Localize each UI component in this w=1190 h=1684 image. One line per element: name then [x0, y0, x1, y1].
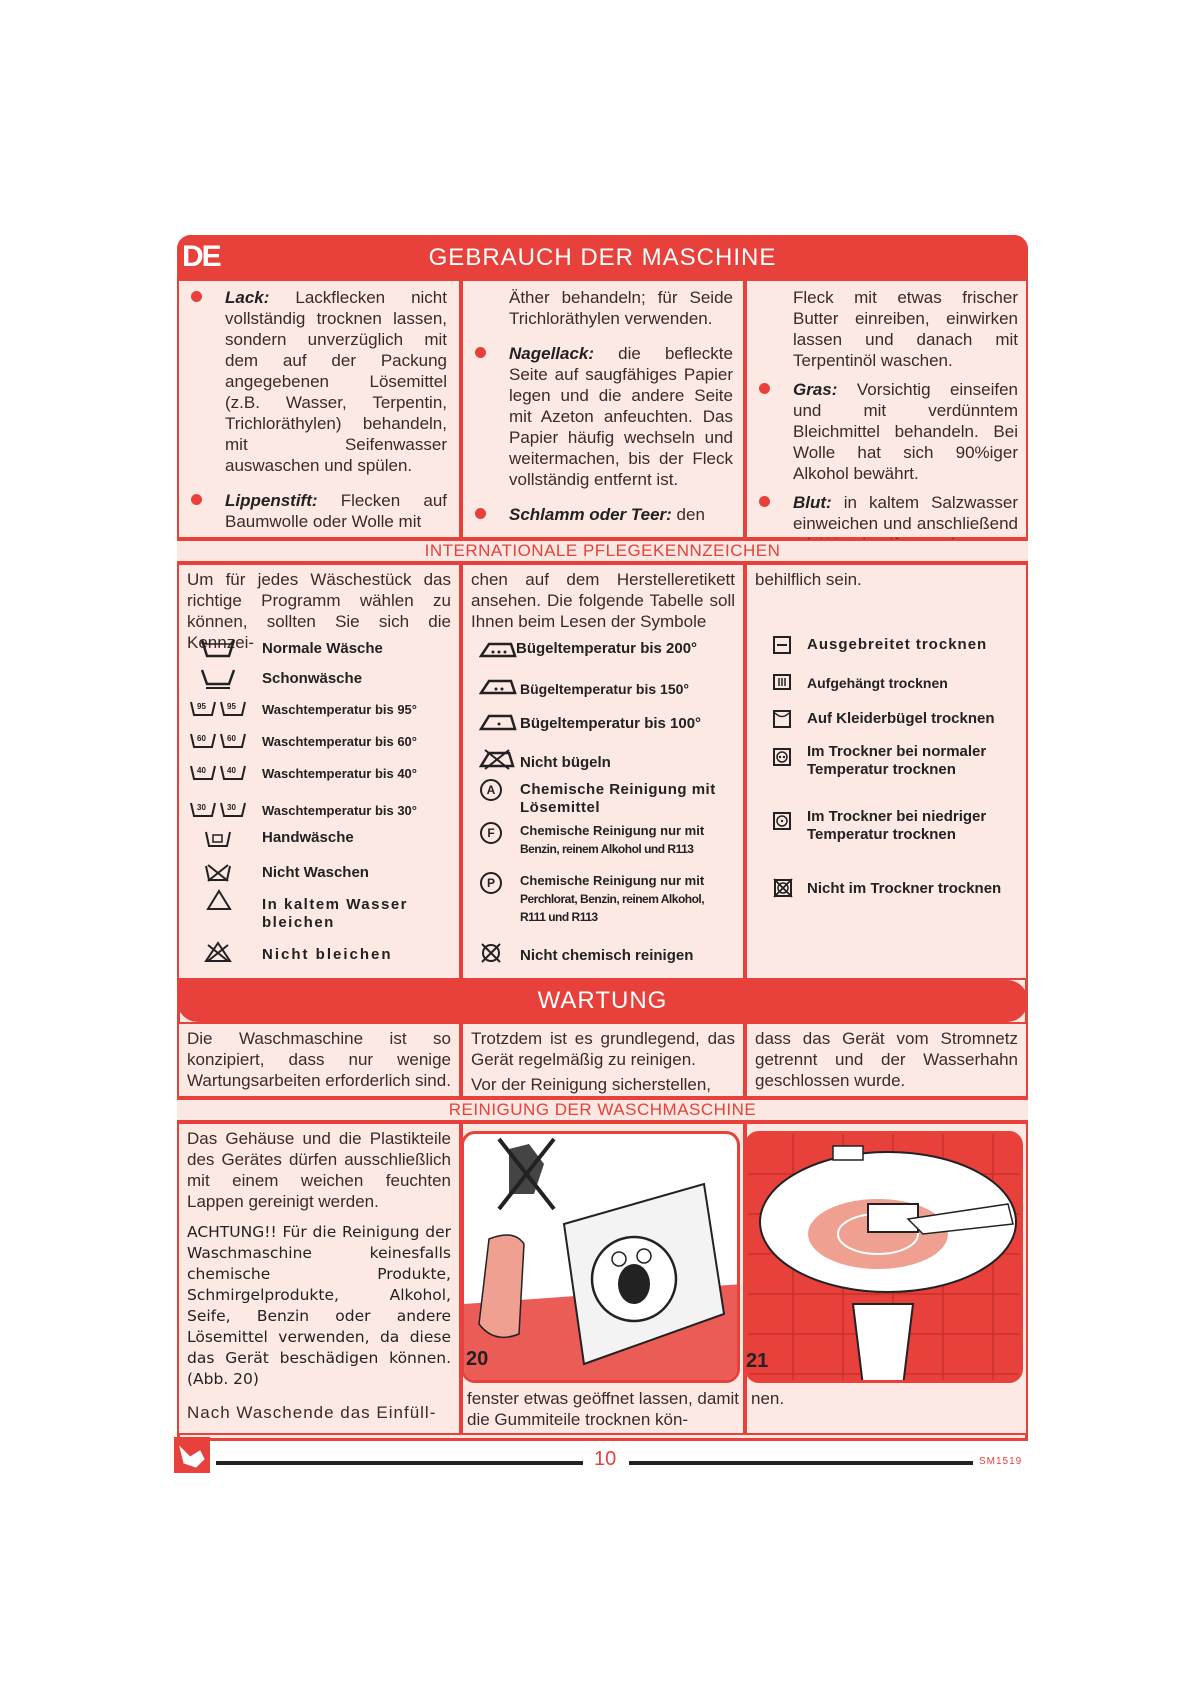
page-number: 10	[594, 1448, 617, 1470]
temp-60-a: 60	[197, 734, 206, 743]
temp-60-b: 60	[227, 734, 236, 743]
maintenance-text-2b: Vor der Reinigung sicherstellen,	[471, 1075, 712, 1094]
bleach-icon	[206, 889, 232, 911]
page-title: GEBRAUCH DER MASCHINE	[428, 244, 777, 271]
figure-20	[461, 1131, 740, 1383]
care-label-40: Waschtemperatur bis 40°	[262, 766, 417, 781]
no-bleach-icon	[204, 941, 232, 963]
cleaning-text-5: nen.	[751, 1389, 785, 1408]
cleaning-text-3: Nach Waschende das Einfüll-	[187, 1403, 437, 1422]
temp-40-b: 40	[227, 766, 236, 775]
cleaning-warning: ACHTUNG!! Für die Reinigung der Waschmaschine keinesfalls chemische Produkte, Schmirgelprodukte, Alkohol, Seife, Benzin oder andere Lösemittel verwenden, da diese das Gerät beschädigen können. (Abb. 20)	[187, 1223, 451, 1388]
maintenance-column-2	[461, 1022, 745, 1098]
no-dry-clean-icon	[480, 942, 502, 964]
iron-100-icon	[479, 712, 517, 732]
care-label-iron200: Bügeltemperatur bis 200°	[516, 640, 698, 657]
stain-gras: Gras: Vorsichtig einseifen und mit verdünntem Bleichmittel behandeln. Bei Wolle hat sich 90%iger Alkohol bewährt.	[751, 379, 1018, 484]
care-label-chem-p: Chemische Reinigung nur mit	[520, 873, 705, 888]
care-label-60: Waschtemperatur bis 60°	[262, 734, 417, 749]
stain-schlamm: Schlamm oder Teer: den	[467, 504, 733, 525]
dry-clean-f-icon: F	[480, 822, 502, 844]
care-symbols-heading: INTERNATIONALE PFLEGEKENNZEICHEN	[177, 539, 1028, 563]
tumble-dry-low-icon	[773, 812, 791, 830]
care-label-chem-f-detail: Benzin, reinem Alkohol und R113	[520, 842, 694, 856]
detergent-drawer-illustration	[748, 1134, 1023, 1383]
care-label-chem-f: Chemische Reinigung nur mit	[520, 823, 705, 838]
stain-column-2	[461, 279, 745, 539]
dry-clean-p-icon: P	[480, 872, 502, 894]
care-intro-1: Um für jedes Wäschestück das richtige Programm wählen zu können, sollten Sie sich die Kennzei-	[187, 570, 451, 652]
stain-nagellack: Nagellack: die befleckte Seite auf saugfähiges Papier legen und die andere Seite mit Azeton anfeuchten. Das Papier häufig wechseln und weitermachen, bis der Fleck vollständig entfernt ist.	[467, 343, 733, 490]
figure-21-label: 21	[746, 1350, 769, 1372]
care-label-normal: Normale Wäsche	[262, 640, 383, 657]
cleaning-column-1	[177, 1122, 461, 1435]
care-label-nobleach: Nicht bleichen	[262, 946, 393, 963]
tumble-dry-normal-icon	[773, 748, 791, 766]
care-label-flat: Ausgebreitet trocknen	[807, 636, 988, 653]
care-label-noiron: Nicht bügeln	[520, 754, 611, 771]
care-label-hanger: Auf Kleiderbügel trocknen	[807, 710, 995, 727]
iron-150-icon	[479, 677, 517, 695]
document-code: SM1519	[979, 1456, 1023, 1467]
maintenance-text-1: Die Waschmaschine ist so konzipiert, dass nur wenige Wartungsarbeiten erforderlich sind.	[187, 1029, 451, 1090]
maintenance-column-1	[177, 1022, 461, 1098]
no-iron-icon	[479, 748, 515, 770]
care-label-iron150: Bügeltemperatur bis 150°	[520, 681, 689, 697]
no-wash-icon	[204, 863, 232, 883]
care-label-chem-a: Chemische Reinigung mit Lösemittel	[520, 781, 716, 816]
wash-tub-icon	[200, 637, 236, 659]
stain-blut: Blut: in kaltem Salzwasser einweichen und anschließend	[751, 492, 1018, 555]
language-label: DE	[182, 240, 220, 273]
temp-95-a: 95	[197, 702, 206, 711]
maintenance-column-3	[745, 1022, 1028, 1098]
care-label-nochem: Nicht chemisch reinigen	[520, 947, 694, 964]
maintenance-heading: WARTUNG	[177, 980, 1028, 1022]
figure-20-label: 20	[466, 1348, 489, 1370]
dry-clean-a-icon: A	[480, 779, 502, 801]
care-label-tumble-normal: Im Trockner bei normaler Temperatur trocknen	[807, 743, 987, 778]
care-label-tumble-low: Im Trockner bei niedriger Temperatur trocknen	[807, 808, 987, 843]
cleaning-text-4: fenster etwas geöffnet lassen, damit die Gummiteile trocknen kön-	[467, 1389, 739, 1429]
hanger-dry-icon	[773, 710, 791, 728]
cleaning-heading: REINIGUNG DER WASCHMASCHINE	[177, 1098, 1028, 1122]
stain-cont-text-3: Fleck mit etwas frischer Butter einreiben, einwirken lassen und danach mit Terpentinöl waschen.	[793, 288, 1018, 370]
care-label-bleach: In kaltem Wasser bleichen	[262, 896, 408, 931]
iron-200-icon	[479, 640, 517, 658]
care-label-chem-p-detail: Perchlorat, Benzin, reinem Alkohol, R111 und R113	[520, 892, 705, 924]
figure-21	[745, 1131, 1023, 1383]
no-tumble-dry-icon	[773, 878, 793, 898]
care-label-no-tumble: Nicht im Trockner trocknen	[807, 880, 1002, 897]
care-label-schon: Schonwäsche	[262, 670, 363, 687]
cleaning-text-1: Das Gehäuse und die Plastikteile des Gerätes dürfen ausschließlich mit einem weichen feuchten Lappen gereinigt werden.	[187, 1129, 451, 1211]
temp-30-a: 30	[197, 803, 206, 812]
care-label-nowash: Nicht Waschen	[262, 864, 369, 881]
stain-column-3	[745, 279, 1028, 539]
care-intro-3: behilflich sein.	[755, 570, 862, 589]
care-label-30: Waschtemperatur bis 30°	[262, 803, 417, 818]
flat-dry-icon	[773, 636, 791, 654]
hand-logo-icon	[174, 1437, 210, 1473]
care-label-line: Aufgehängt trocknen	[807, 675, 948, 691]
line-dry-icon	[773, 674, 791, 690]
footer-rule-right	[629, 1461, 973, 1465]
hand-wash-icon	[204, 829, 232, 849]
stain-lack: Lack: Lackflecken nicht vollständig trocknen lassen, sondern unverzüglich mit dem auf der Packung angegebenen Lösemittel (z.B. Wasser, Terpentin, Trichloräthylen) behandeln, mit Seifenwasser auswaschen und spülen.	[183, 287, 447, 476]
stain-cont-text: Äther behandeln; für Seide Trichloräthylen verwenden.	[509, 288, 733, 328]
machine-cleaning-illustration	[464, 1134, 740, 1383]
care-label-iron100: Bügeltemperatur bis 100°	[520, 715, 702, 732]
maintenance-text-3: dass das Gerät vom Stromnetz getrennt und der Wasserhahn geschlossen wurde.	[755, 1029, 1018, 1090]
stain-column-1	[177, 279, 461, 539]
maintenance-text-2a: Trotzdem ist es grundlegend, das Gerät regelmäßig zu reinigen.	[471, 1029, 735, 1069]
gentle-wash-icon	[200, 667, 236, 689]
temp-30-b: 30	[227, 803, 236, 812]
care-label-hand: Handwäsche	[262, 829, 354, 846]
stain-lippenstift: Lippenstift: Flecken auf Baumwolle oder Wolle mit	[183, 490, 447, 532]
footer-rule-left	[216, 1461, 583, 1465]
temp-40-a: 40	[197, 766, 206, 775]
temp-95-b: 95	[227, 702, 236, 711]
care-label-95: Waschtemperatur bis 95°	[262, 702, 417, 717]
care-intro-2: chen auf dem Herstelleretikett ansehen. Die folgende Tabelle soll Ihnen beim Lesen der Symbole	[471, 570, 735, 631]
